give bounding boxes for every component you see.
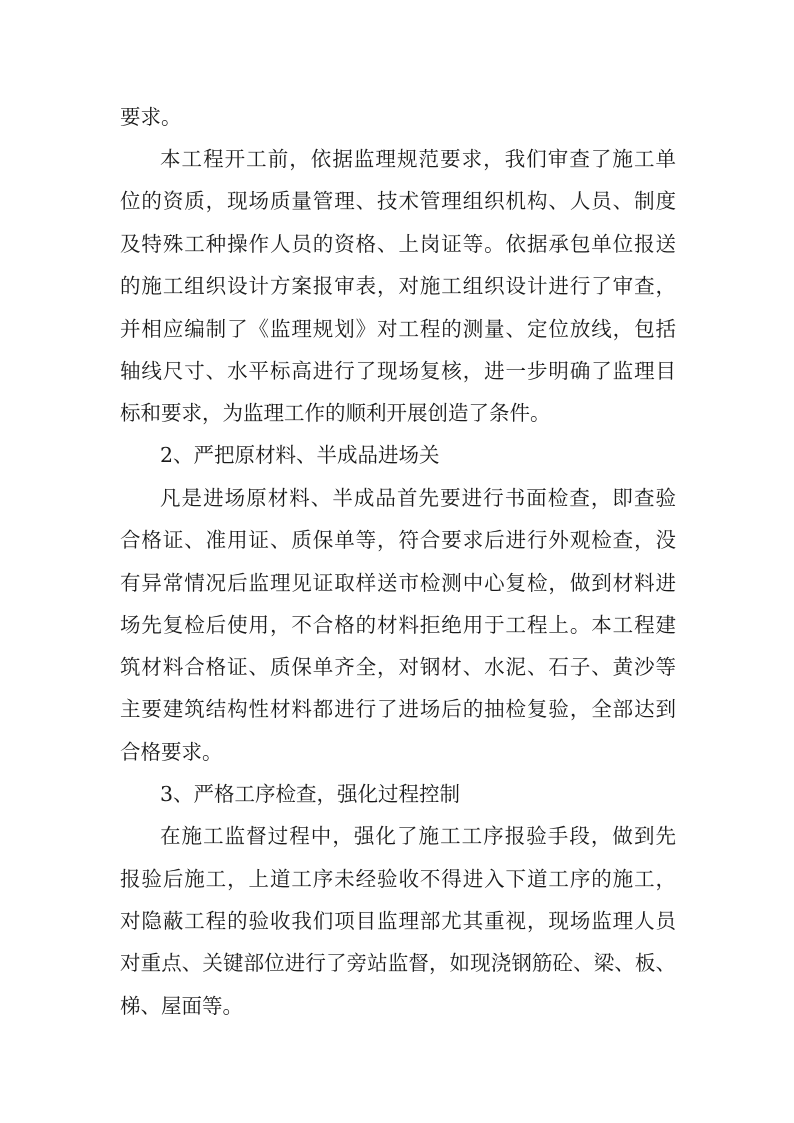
text-line: 对隐蔽工程的验收我们项目监理部尤其重视，现场监理人员	[120, 909, 676, 933]
text-line: 要求。	[120, 105, 182, 129]
text-line: 主要建筑结构性材料都进行了进场后的抽检复验，全部达到	[120, 697, 676, 721]
text-line: 有异常情况后监理见证取样送市检测中心复检，做到材料进	[120, 571, 676, 595]
text-line: 梯、屋面等。	[120, 994, 243, 1018]
text-line: 筑材料合格证、质保单齐全，对钢材、水泥、石子、黄沙等	[120, 655, 676, 679]
paragraph-start-line: 在施工监督过程中，强化了施工工序报验手段，做到先	[160, 824, 676, 848]
text-line: 标和要求，为监理工作的顺利开展创造了条件。	[120, 401, 551, 425]
text-line: 的施工组织设计方案报审表，对施工组织设计进行了审查，	[120, 274, 676, 298]
text-line: 位的资质，现场质量管理、技术管理组织机构、人员、制度	[120, 189, 676, 213]
paragraph-start-line: 本工程开工前，依据监理规范要求，我们审查了施工单	[160, 147, 676, 171]
text-line: 轴线尺寸、水平标高进行了现场复核，进一步明确了监理目	[120, 359, 676, 383]
text-line: 对重点、关键部位进行了旁站监督，如现浇钢筋砼、梁、板、	[120, 951, 676, 975]
text-line: 及特殊工种操作人员的资格、上岗证等。依据承包单位报送	[120, 232, 676, 256]
section-heading: 2、严把原材料、半成品进场关	[160, 443, 440, 467]
text-line: 合格证、准用证、质保单等，符合要求后进行外观检查，没	[120, 528, 676, 552]
section-heading: 3、严格工序检查，强化过程控制	[160, 782, 461, 806]
paragraph-start-line: 凡是进场原材料、半成品首先要进行书面检查，即查验	[160, 486, 676, 510]
text-line: 场先复检后使用，不合格的材料拒绝用于工程上。本工程建	[120, 613, 676, 637]
text-line: 并相应编制了《监理规划》对工程的测量、定位放线，包括	[120, 317, 676, 341]
text-line: 合格要求。	[120, 740, 223, 764]
text-line: 报验后施工，上道工序未经验收不得进入下道工序的施工，	[120, 867, 676, 891]
